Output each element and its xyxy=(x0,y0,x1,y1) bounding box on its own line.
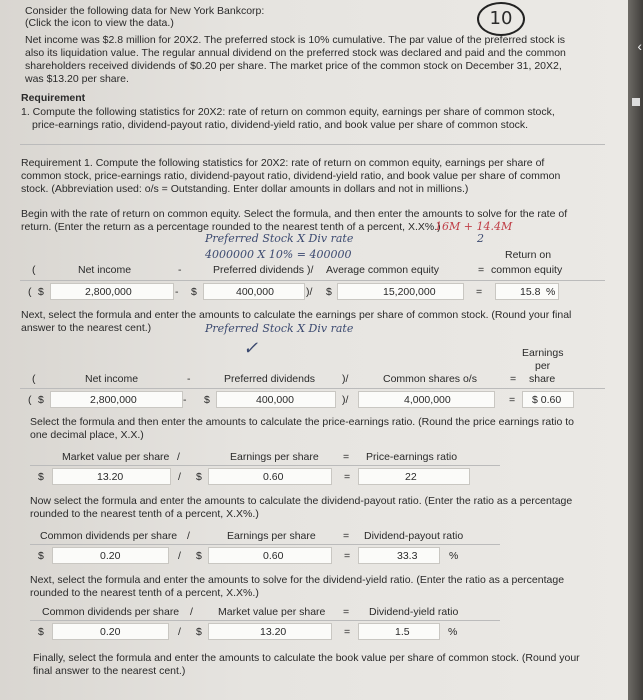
dyr-market-value: 13.20 xyxy=(260,626,287,638)
dpr-header-line xyxy=(30,544,500,545)
pe-header-result: Price-earnings ratio xyxy=(366,451,458,463)
req1-text-3: stock. (Abbreviation used: o/s = Outstanding. Enter dollar amounts in dollars and not in millions.) xyxy=(21,183,469,195)
dyr-instruction-2: rounded to the nearest tenth of a percent, X.X%.) xyxy=(30,587,259,599)
roe-equals: = xyxy=(478,264,485,276)
dpr-instruction-2: rounded to the nearest tenth of a percent, X.X%.) xyxy=(30,508,259,520)
pe-instruction-1: Select the formula and then enter the amounts to calculate the price-earnings ratio. (Round the price earnings ratio to xyxy=(30,416,574,428)
dyr-row-dollar-2: $ xyxy=(196,626,202,638)
problem-intro: Consider the following data for New York Bankcorp: xyxy=(25,5,265,17)
eps-header-pref-div: Preferred dividends xyxy=(224,373,316,385)
eps-instruction-1: Next, select the formula and enter the amounts to calculate the earnings per share of common stock. (Round your final xyxy=(21,309,572,321)
requirement-text-2: price-earnings ratio, dividend-payout ratio, dividend-yield ratio, and book value per share of common stock. xyxy=(32,119,529,131)
eps-header-result-2: per xyxy=(535,360,551,372)
handwritten-note-1: Preferred Stock X Div rate xyxy=(205,232,354,245)
eps-divide: )/ xyxy=(342,373,349,385)
roe-instruction-2: return. (Enter the return as a percentage rounded to the nearest tenth of a percent, X.X%.) xyxy=(21,221,441,233)
dyr-divide: / xyxy=(190,606,193,618)
pe-row-equals: = xyxy=(344,471,351,483)
roe-header-result-2: common equity xyxy=(491,264,563,276)
eps-header-shares: Common shares o/s xyxy=(383,373,477,385)
eps-row-divide: )/ xyxy=(342,394,349,406)
handwritten-note-4: 2 xyxy=(477,232,484,245)
dyr-instruction-1: Next, select the formula and enter the amounts to solve for the dividend-yield ratio. (Enter the ratio as a percentage xyxy=(30,574,565,586)
roe-row-dollar-2: $ xyxy=(191,286,197,298)
pe-row-dollar-1: $ xyxy=(38,471,44,483)
eps-paren-open: ( xyxy=(32,373,36,385)
pe-eps-value: 0.60 xyxy=(263,471,284,483)
handwritten-note-5: Preferred Stock X Div rate xyxy=(205,322,354,335)
roe-divide: )/ xyxy=(307,264,314,276)
pe-row-divide: / xyxy=(178,471,181,483)
handwritten-note-2: 4000000 X 10% = 400000 xyxy=(205,248,352,261)
eps-header-result-3: share xyxy=(529,373,556,385)
dpr-header-div: Common dividends per share xyxy=(40,530,178,542)
bv-instruction-1: Finally, select the formula and enter the amounts to calculate the book value per share of common stock. (Round your xyxy=(33,652,580,664)
eps-shares-value: 4,000,000 xyxy=(404,394,451,406)
roe-row-dollar-3: $ xyxy=(326,286,332,298)
eps-row-minus: - xyxy=(183,394,187,406)
dyr-header-line xyxy=(30,620,500,621)
roe-header-result-1: Return on xyxy=(505,249,552,261)
roe-percent-unit: % xyxy=(546,286,556,298)
pe-result-value: 22 xyxy=(405,471,417,483)
roe-paren-open: ( xyxy=(32,264,36,276)
pe-row-dollar-2: $ xyxy=(196,471,202,483)
pe-equals: = xyxy=(343,451,350,463)
handwritten-check: ✓ xyxy=(243,338,259,359)
eps-minus: - xyxy=(187,373,191,385)
pe-divide: / xyxy=(177,451,180,463)
eps-row-paren: ( xyxy=(28,394,32,406)
roe-row-equals: = xyxy=(476,286,483,298)
pe-header-eps: Earnings per share xyxy=(230,451,319,463)
req1-text-1: Requirement 1. Compute the following statistics for 20X2: rate of return on common equity, earnings per share of xyxy=(21,157,545,169)
problem-text-2: also its liquidation value. The regular annual dividend on the preferred stock was declared and paid and the common xyxy=(25,47,566,59)
eps-header-line xyxy=(20,388,605,389)
req1-text-2: common stock, price-earnings ratio, dividend-payout ratio, dividend-yield ratio, and book value per share of common xyxy=(21,170,561,182)
eps-row-dollar-1: $ xyxy=(38,394,44,406)
problem-text-4: was $13.20 per share. xyxy=(25,73,129,85)
dpr-div-value: 0.20 xyxy=(100,550,121,562)
dpr-eps-value: 0.60 xyxy=(263,550,284,562)
problem-text-3: shareholders received dividends of $0.20 per share. The market price of the common stock on December 31, 20X2, xyxy=(25,60,562,72)
roe-instruction-1: Begin with the rate of return on common equity. Select the formula, and then enter the amounts to solve for the rate of xyxy=(21,208,568,220)
eps-result-value: $ 0.60 xyxy=(532,394,562,406)
dpr-percent-unit: % xyxy=(449,550,459,562)
dyr-row-divide: / xyxy=(178,626,181,638)
roe-pref-div-value: 400,000 xyxy=(236,286,274,298)
handwritten-score: 10 xyxy=(477,2,525,36)
eps-row-equals: = xyxy=(509,394,516,406)
dyr-percent-unit: % xyxy=(448,626,458,638)
roe-row-paren: ( xyxy=(28,286,32,298)
roe-minus: - xyxy=(178,264,182,276)
bv-instruction-2: final answer to the nearest cent.) xyxy=(33,665,186,677)
pe-header-market: Market value per share xyxy=(62,451,170,463)
dpr-row-divide: / xyxy=(178,550,181,562)
problem-view-data-link[interactable]: (Click the icon to view the data.) xyxy=(25,17,174,29)
roe-row-dollar-1: $ xyxy=(38,286,44,298)
requirement-heading: Requirement xyxy=(21,92,86,104)
roe-header-avg-equity: Average common equity xyxy=(326,264,440,276)
eps-header-net-income: Net income xyxy=(85,373,139,385)
divider xyxy=(20,144,605,145)
dyr-equals: = xyxy=(343,606,350,618)
pe-instruction-2: one decimal place, X.X.) xyxy=(30,429,144,441)
dyr-header-result: Dividend-yield ratio xyxy=(369,606,459,618)
requirement-text-1: 1. Compute the following statistics for 20X2: rate of return on common equity, earnings per share of common stock, xyxy=(21,106,555,118)
eps-header-result-1: Earnings xyxy=(522,347,564,359)
pe-market-value: 13.20 xyxy=(97,471,124,483)
roe-header-pref-div: Preferred dividends xyxy=(213,264,305,276)
eps-row-dollar-2: $ xyxy=(204,394,210,406)
dpr-row-dollar-1: $ xyxy=(38,550,44,562)
dpr-result-value: 33.3 xyxy=(397,550,418,562)
roe-net-income-value: 2,800,000 xyxy=(85,286,132,298)
dpr-row-equals: = xyxy=(344,550,351,562)
screen-edge-marker-icon xyxy=(632,98,640,106)
dpr-divide: / xyxy=(187,530,190,542)
dyr-div-value: 0.20 xyxy=(100,626,121,638)
dyr-result-value: 1.5 xyxy=(395,626,410,638)
pe-header-line xyxy=(30,465,500,466)
eps-instruction-2: answer to the nearest cent.) xyxy=(21,322,152,334)
eps-equals: = xyxy=(510,373,517,385)
dyr-row-equals: = xyxy=(344,626,351,638)
dyr-header-div: Common dividends per share xyxy=(42,606,180,618)
dyr-row-dollar-1: $ xyxy=(38,626,44,638)
roe-result-value: 15.8 xyxy=(520,286,541,298)
eps-net-income-value: 2,800,000 xyxy=(90,394,137,406)
problem-text-1: Net income was $2.8 million for 20X2. The preferred stock is 10% cumulative. The par value of the preferred stock is xyxy=(25,34,566,46)
dpr-equals: = xyxy=(343,530,350,542)
handwritten-note-3: 16M + 14.4M xyxy=(435,220,513,233)
dpr-header-eps: Earnings per share xyxy=(227,530,316,542)
chevron-left-icon[interactable]: ‹ xyxy=(637,38,642,54)
dpr-row-dollar-2: $ xyxy=(196,550,202,562)
dpr-header-result: Dividend-payout ratio xyxy=(364,530,464,542)
roe-row-divide: )/ xyxy=(306,286,313,298)
roe-row-minus: - xyxy=(175,286,179,298)
dpr-instruction-1: Now select the formula and enter the amounts to calculate the dividend-payout ratio. (Enter the ratio as a percentage xyxy=(30,495,573,507)
dyr-header-market: Market value per share xyxy=(218,606,326,618)
roe-avg-equity-value: 15,200,000 xyxy=(383,286,436,298)
roe-header-net-income: Net income xyxy=(78,264,132,276)
roe-header-line xyxy=(20,280,605,281)
eps-pref-div-value: 400,000 xyxy=(256,394,294,406)
